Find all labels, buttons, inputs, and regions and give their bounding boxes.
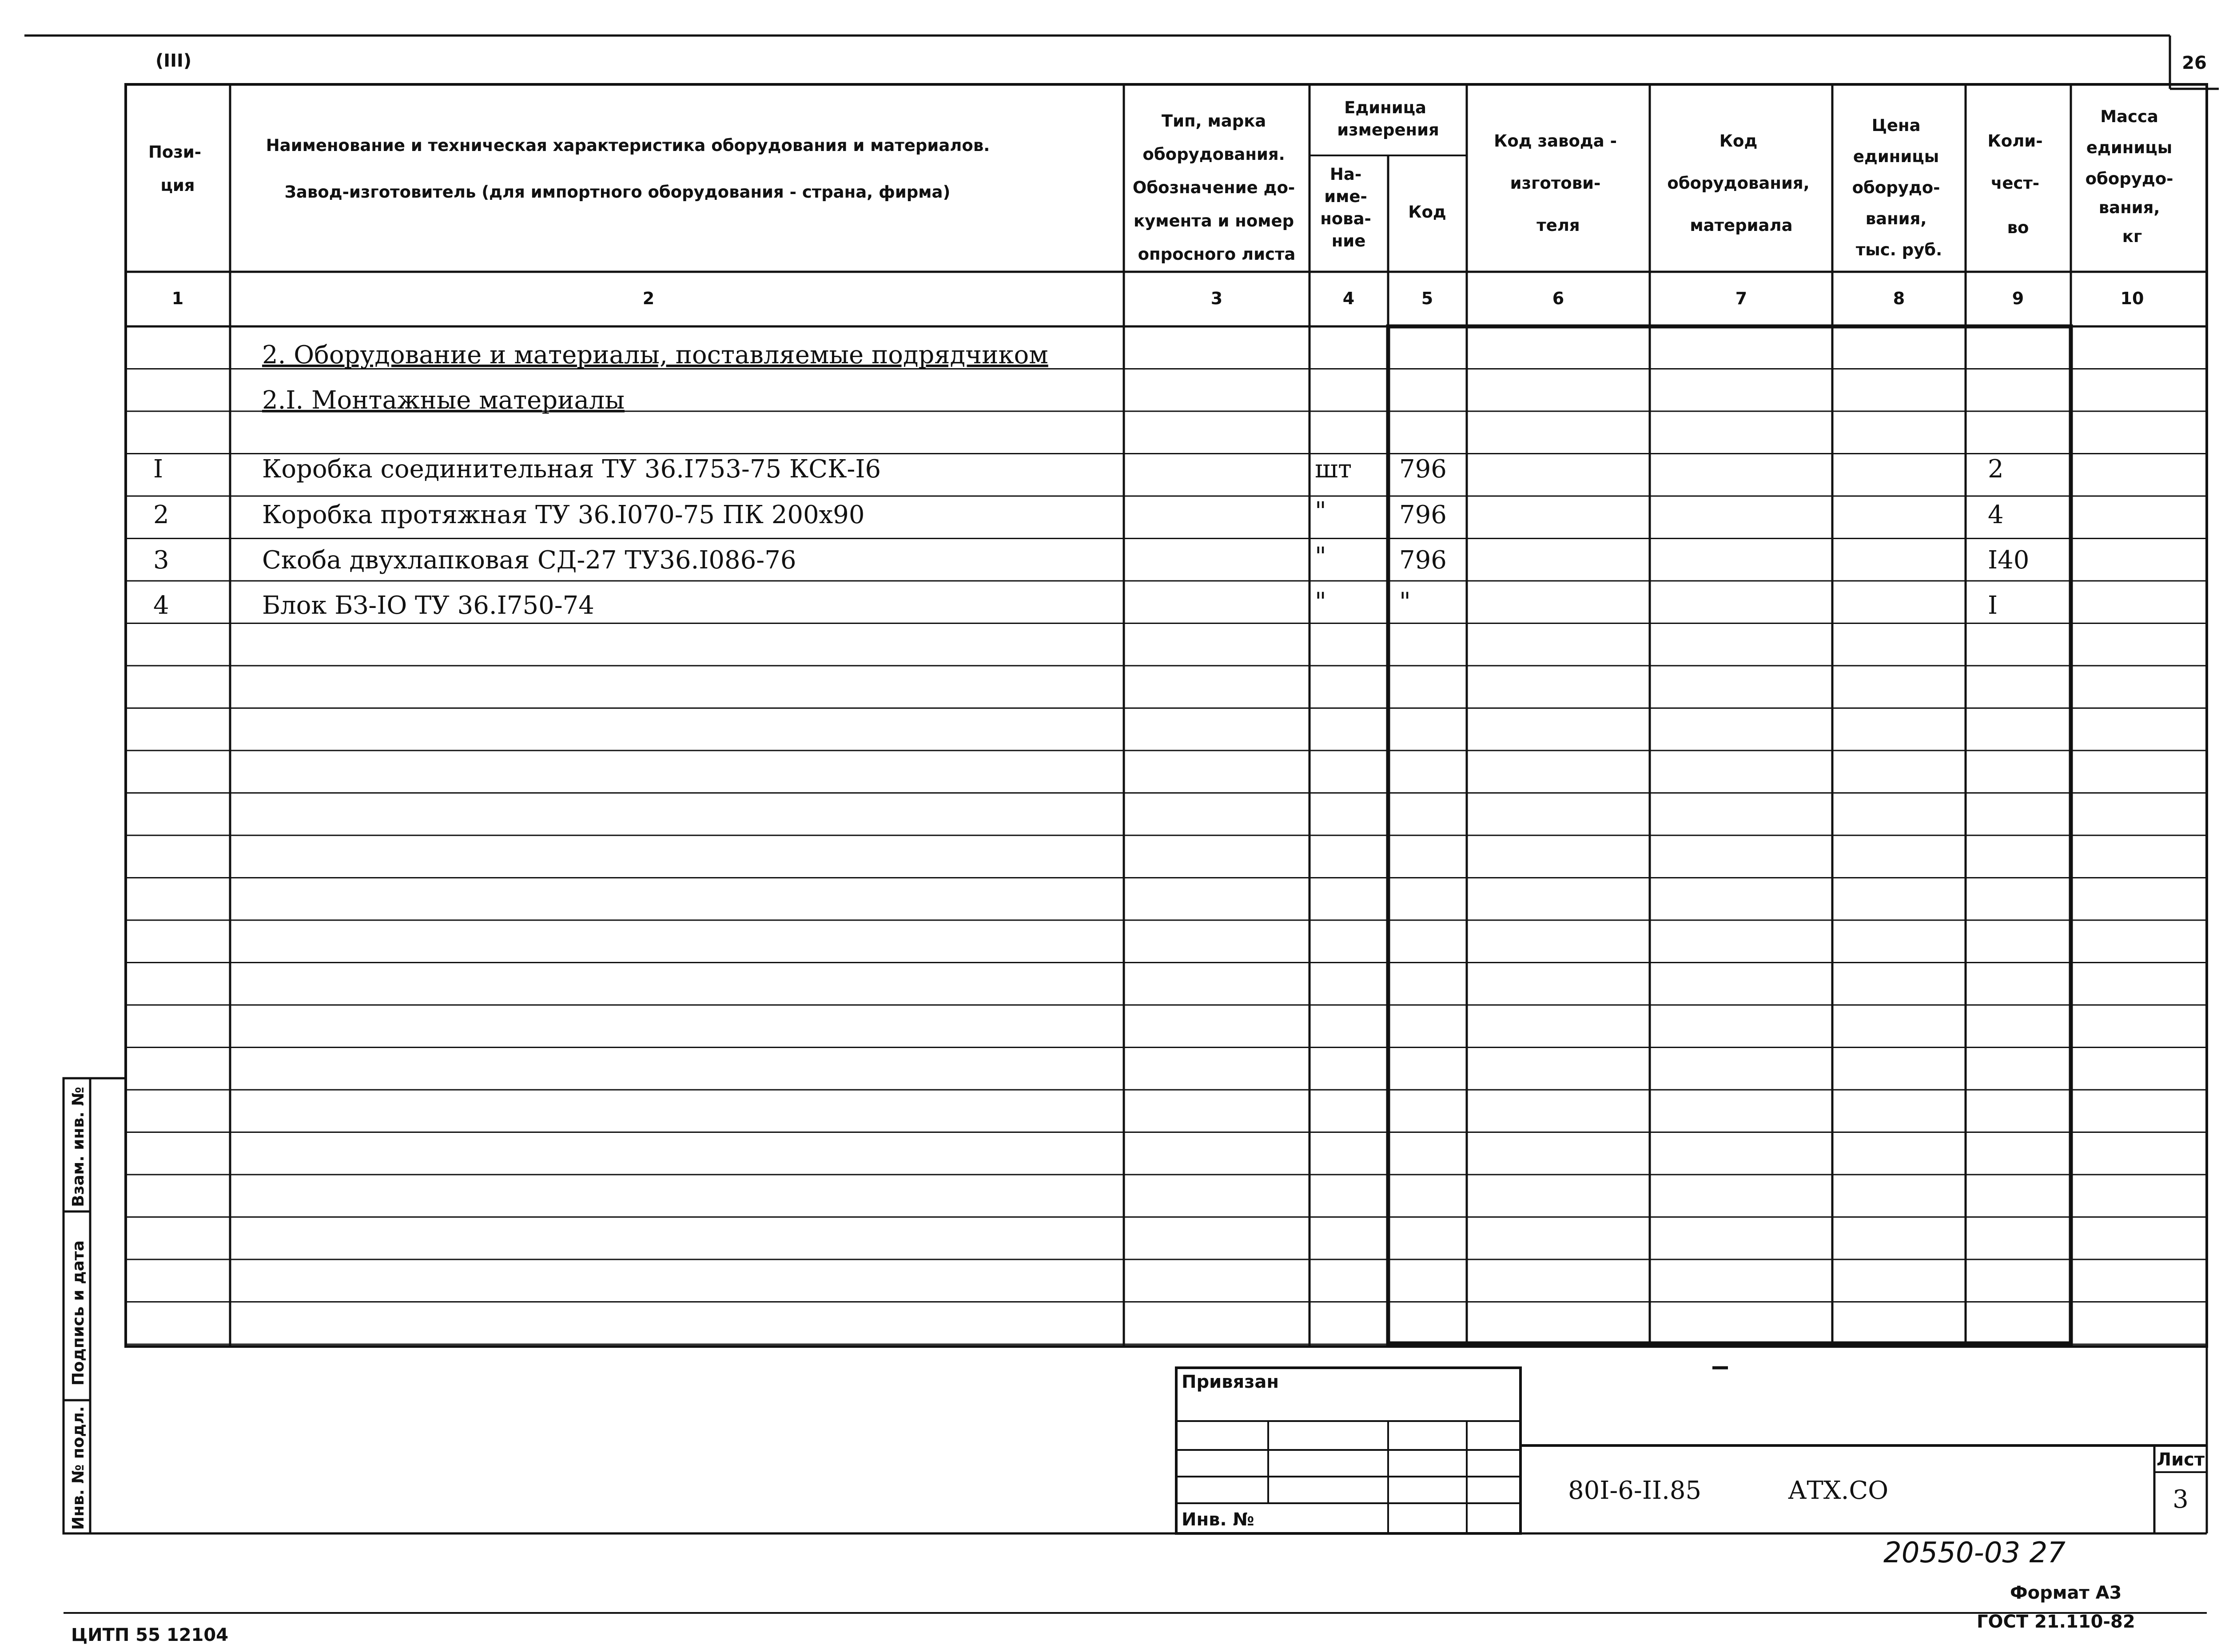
- header-col-7-line-1: Код: [1719, 131, 1758, 151]
- column-number: 8: [1893, 289, 1905, 308]
- row-quantity: 2: [1988, 455, 2004, 484]
- row-name: Коробка протяжная ТУ 36.I070-75 ПК 200х90: [262, 500, 865, 529]
- section-heading: 2. Оборудование и материалы, поставляемые подрядчиком: [262, 341, 1048, 369]
- header-col-4-line-2: име-: [1324, 187, 1367, 206]
- header-col-3-line-4: кумента и номер: [1134, 211, 1294, 230]
- header-col-3-line-1: Тип, марка: [1161, 111, 1266, 131]
- row-unit: ": [1315, 588, 1326, 616]
- header-col-4-line-3: нова-: [1320, 209, 1371, 228]
- header-col-9-line-2: чест-: [1990, 174, 2040, 193]
- header-col-10-line-1: Масса: [2100, 107, 2158, 126]
- row-name: Скоба двухлапковая СД-27 ТУ36.I086-76: [262, 546, 796, 575]
- row-name: Блок БЗ-IO ТУ 36.I750-74: [262, 591, 594, 620]
- header-col-7-line-2: оборудования,: [1667, 174, 1810, 193]
- header-col-2-line-2: Завод-изготовитель (для импортного оборудования - страна, фирма): [284, 183, 951, 202]
- header-col-10-line-4: вания,: [2098, 198, 2160, 217]
- header-col-8-line-5: тыс. руб.: [1855, 240, 1942, 259]
- row-unit: шт: [1315, 455, 1352, 484]
- header-col-4-line-4: ние: [1331, 231, 1366, 250]
- header-col-6-line-1: Код завода -: [1494, 131, 1617, 151]
- sheet-label: Лист: [2156, 1449, 2205, 1470]
- header-col-2-line-1: Наименование и техническая характеристика оборудования и материалов.: [266, 136, 990, 155]
- row-unit: ": [1315, 542, 1326, 571]
- column-number: 5: [1421, 289, 1433, 308]
- header-col-10-line-5: кг: [2122, 227, 2142, 246]
- bound-label: Привязан: [1182, 1372, 1279, 1392]
- header-col-5: [1408, 203, 1446, 222]
- printer-label: ЦИТП 55 12104: [71, 1625, 229, 1645]
- row-unit: ": [1315, 497, 1326, 526]
- header-col-5-line-1: Код: [1408, 203, 1446, 222]
- column-number: 1: [171, 289, 184, 308]
- row-unit-code: 796: [1399, 500, 1447, 529]
- column-number: 9: [2012, 289, 2024, 308]
- row-quantity: I40: [1988, 546, 2030, 575]
- row-unit-code: 796: [1399, 546, 1447, 575]
- header-col-4-5-line-2: измерения: [1337, 120, 1439, 139]
- top-sheet-number: 26: [2182, 53, 2207, 73]
- header-col-9-line-3: во: [2007, 218, 2029, 237]
- header-col-8-line-4: вания,: [1865, 209, 1927, 228]
- column-number: 3: [1210, 289, 1223, 308]
- header-col-3-line-2: оборудования.: [1142, 145, 1285, 164]
- header-col-8-line-2: единицы: [1853, 147, 1939, 166]
- header-col-4-line-1: На-: [1329, 165, 1362, 184]
- header-col-9-line-1: Коли-: [1987, 131, 2043, 151]
- header-col-1-line-1: Пози-: [148, 143, 202, 162]
- section-mark: (III): [155, 51, 192, 71]
- header-col-7-line-3: материала: [1690, 216, 1793, 235]
- column-number: 10: [2120, 289, 2144, 308]
- header-col-3-line-5: опросного листа: [1138, 245, 1296, 264]
- header-col-4-5-line-1: Единица: [1344, 98, 1427, 117]
- header-col-8-line-3: оборудо-: [1852, 178, 1940, 197]
- header-col-10-line-2: единицы: [2086, 138, 2173, 157]
- row-quantity: 4: [1988, 500, 2004, 529]
- subsection-heading: 2.I. Монтажные материалы: [262, 386, 625, 415]
- row-unit-code: ": [1399, 588, 1411, 616]
- inventory-label: Инв. №: [1182, 1509, 1254, 1530]
- gost-label: ГОСТ 21.110-82: [1977, 1612, 2135, 1632]
- row-quantity: I: [1988, 591, 1998, 620]
- document-mark: АТХ.СО: [1788, 1476, 1889, 1505]
- column-number: 6: [1552, 289, 1564, 308]
- column-number: 4: [1342, 289, 1355, 308]
- handwritten-note: 20550-03 27: [1883, 1537, 2066, 1569]
- document-code: 80I-6-II.85: [1568, 1476, 1702, 1505]
- row-position: 3: [153, 546, 169, 575]
- stamp-replacement-inventory: Взам. инв. №: [69, 1087, 88, 1207]
- header-col-6-line-2: изготови-: [1510, 174, 1601, 193]
- header-col-10-line-3: оборудо-: [2085, 169, 2173, 188]
- row-position: 4: [153, 591, 169, 620]
- row-position: 2: [153, 500, 169, 529]
- sheet-value: 3: [2173, 1485, 2189, 1514]
- row-position: I: [153, 455, 163, 484]
- row-unit-code: 796: [1399, 455, 1447, 484]
- header-col-1-line-2: ция: [160, 176, 195, 195]
- header-col-6-line-3: теля: [1536, 216, 1580, 235]
- format-label: Формат А3: [2010, 1583, 2122, 1603]
- header-col-8-line-1: Цена: [1871, 116, 1921, 135]
- row-name: Коробка соединительная ТУ 36.I753-75 КСК-I6: [262, 455, 881, 484]
- header-col-3-line-3: Обозначение до-: [1132, 178, 1295, 197]
- stamp-original-inventory: Инв. № подл.: [69, 1406, 88, 1530]
- column-number: 2: [642, 289, 655, 308]
- stamp-signature-date: Подпись и дата: [69, 1240, 88, 1386]
- column-number: 7: [1735, 289, 1747, 308]
